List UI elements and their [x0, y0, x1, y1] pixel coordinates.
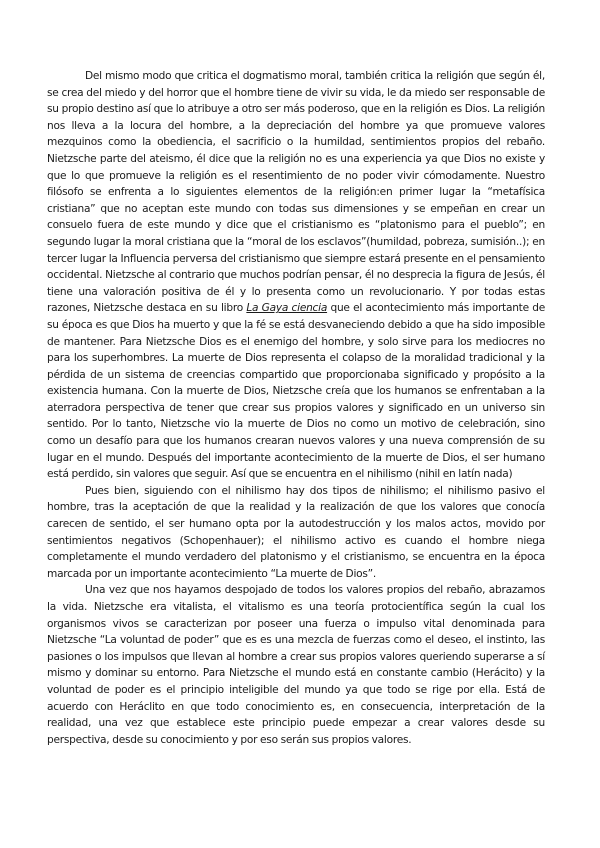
paragraph-religion	[47, 68, 545, 483]
paragraph-nihilism: Pues bien, siguiendo con el nihilismo hay dos tipos de nihilismo; el nihilismo pasivo el hombre, tras la aceptación de que la realidad y la realización de que los valores que conocía carecen de sentido, el ser humano opta por la autodestrucción y los malos actos, movido por sentimientos negativos (Schopenhauer); el nihilismo activo es cuando el hombre niega completamente el mundo verdadero del platonismo y el cristianismo, se encuentra en la época marcada por un importante acontecimiento “La muerte de Dios”.	[47, 484, 545, 580]
paragraph-1-text-before: Del mismo modo que critica el dogmatismo moral, también critica la religión que según él, se crea del miedo y del horror que el hombre tiene de vivir su vida, le da miedo ser responsable de su propio destino así que lo atribuye a otro ser más poderoso, que en la religión es Dios. La religión nos lleva a la locura del hombre, a la depreciación del hombre ya que promueve valores mezquinos como la obediencia, el sacrificio o la humildad, sentimientos propios del rebaño. Nietzsche parte del ateismo, él dice que la religión no es una experiencia ya que Dios no existe y que lo que promueve la religión es el resentimiento de no poder vivir cómodamente. Nuestro filósofo se enfrenta a lo siguientes elementos de la religión:en primer lugar la “metafísica cristiana” que no aceptan este mundo con todas sus dimensiones y se empeñan en crear un consuelo fuera de este mundo y dice que el cristianismo es “platonismo para el pueblo”; en segundo lugar la moral cristiana que la “moral de los esclavos”(humildad, pobreza, sumisión..); en tercer lugar la Influencia perversa del cristianismo que siempre estará presente en el pensamiento occidental. Nietzsche al contrario que muchos podrían pensar, él no desprecia la figura de Jesús, él tiene una valoración positiva de él y lo presenta como un revolucionario. Y por todas estas razones, Nietzsche destaca en su libro	[47, 70, 545, 315]
paragraph-will-to-power: Una vez que nos hayamos despojado de todos los valores propios del rebaño, abrazamos la vida. Nietzsche era vitalista, el vitalismo es una teoría protocientífica según la cual los organismos vivos se caracterizan por poseer una fuerza o impulso vital denominada para Nietzsche “La voluntad de poder” que es es una mezcla de fuerzas como el deseo, el instinto, las pasiones o los impulsos que llevan al hombre a crear sus propios valores queriendo superarse a sí mismo y dominar su entorno. Para Nietzsche el mundo está en constante cambio (Herácito) y la voluntad de poder es el principio inteligible del mundo ya que todo se rige por ella. Está de acuerdo con Heráclito en que todo conocimiento es, en consecuencia, interpretación de la realidad, una vez que establece este principio puede empezar a crear valores desde su perspectiva, desde su conocimiento y por eso serán sus propios valores.	[47, 584, 545, 746]
document-page	[47, 68, 545, 748]
paragraph-1-text-after: que el acontecimiento más importante de su época es que Dios ha muerto y que la fé se está desvaneciendo debido a que ha sido imposible de mantener. Para Nietzsche Dios es el enemigo del hombre, y solo sirve para los mediocres no para los superhombres. La muerte de Dios representa el colapso de la moralidad tradicional y la pérdida de un sistema de creencias compartido que proporcionaba significado y propósito a la existencia humana. Con la muerte de Dios, Nietzsche creía que los humanos se enfrentaban a la aterradora perspectiva de tener que crear sus propios valores y significado en un universo sin sentido. Por lo tanto, Nietzsche vio la muerte de Dios no como un motivo de celebración, sino como un desafío para que los humanos crearan nuevos valores y una nueva comprensión de su lugar en el mundo. Después del importante acontecimiento de la muerte de Dios, el ser humano está perdido, sin valores que seguir. Así que se encuentra en el nihilismo (nihil en latín nada)	[47, 302, 545, 481]
book-title-la-gaya-ciencia: La Gaya ciencia	[246, 302, 328, 315]
